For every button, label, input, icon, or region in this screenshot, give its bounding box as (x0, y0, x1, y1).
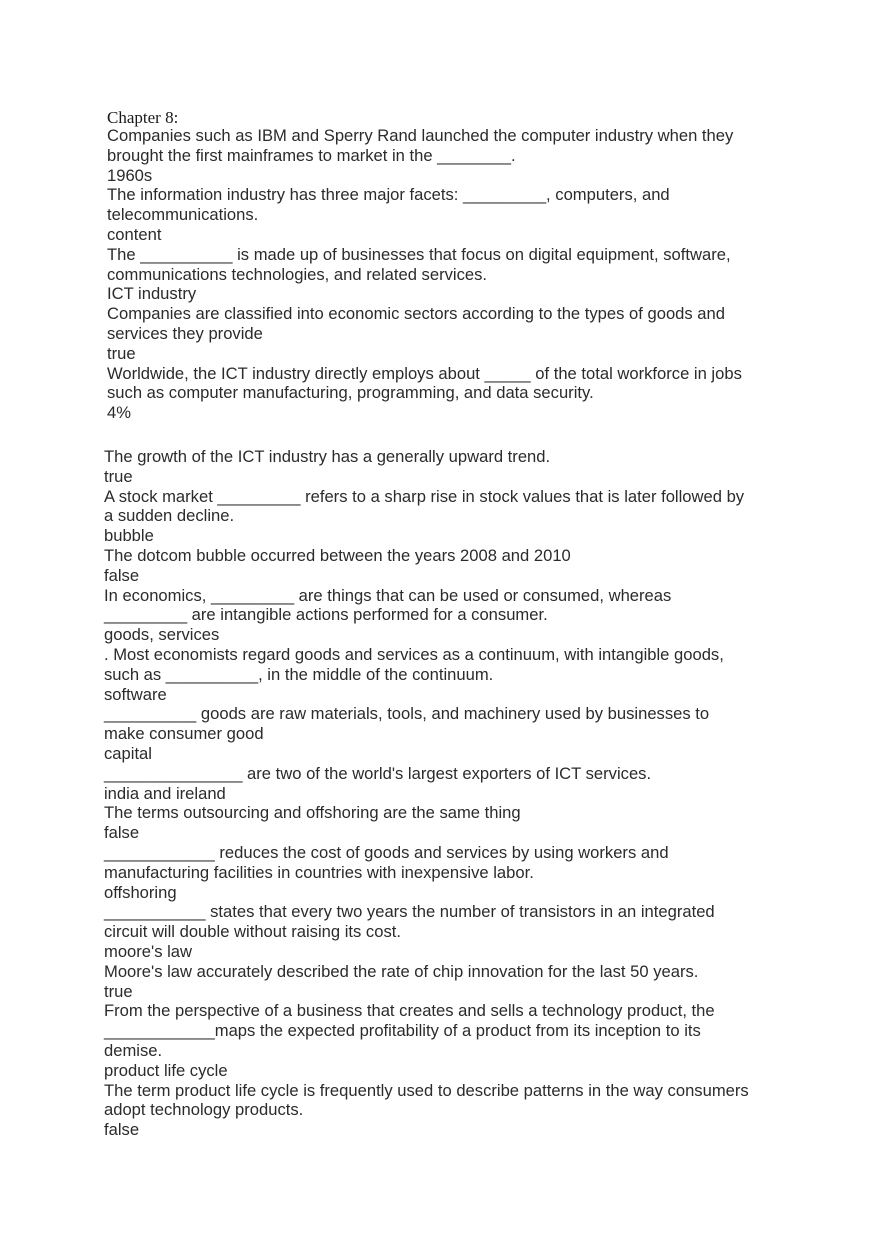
text-line: adopt technology products. (104, 1100, 304, 1120)
text-line: Companies are classified into economic sectors according to the types of goods and (107, 304, 725, 324)
text-line: circuit will double without raising its cost. (104, 922, 401, 942)
text-line: __________ goods are raw materials, tools, and machinery used by businesses to (104, 704, 710, 724)
text-line: _________ are intangible actions performed for a consumer. (104, 605, 548, 625)
text-line: communications technologies, and related services. (107, 264, 488, 284)
text-line: manufacturing facilities in countries with inexpensive labor. (104, 862, 534, 882)
answer-line: offshoring (104, 882, 177, 902)
answer-line: india and ireland (104, 783, 226, 803)
text-line: Moore's law accurately described the rate of chip innovation for the last 50 years. (104, 961, 699, 981)
text-line: such as __________, in the middle of the continuum. (104, 664, 494, 684)
text-line: A stock market _________ refers to a sharp rise in stock values that is later followed by (104, 486, 745, 506)
text-line: The dotcom bubble occurred between the years 2008 and 2010 (104, 545, 571, 565)
answer-line: false (104, 1120, 140, 1140)
text-line: ___________ states that every two years the number of transistors in an integrated (104, 902, 715, 922)
answer-line: true (104, 466, 133, 486)
answer-line: 4% (107, 403, 131, 423)
answer-line: software (104, 684, 167, 704)
text-line: The information industry has three major facets: _________, computers, and (107, 185, 670, 205)
answer-line: false (104, 823, 140, 843)
text-line: telecommunications. (107, 205, 259, 225)
text-line: make consumer good (104, 724, 264, 744)
text-line: The term product life cycle is frequently used to describe patterns in the way consumers (104, 1080, 749, 1100)
text-line: ____________maps the expected profitability of a product from its inception to its (104, 1021, 701, 1041)
answer-line: product life cycle (104, 1060, 228, 1080)
text-line: demise. (104, 1040, 163, 1060)
text-line: Companies such as IBM and Sperry Rand launched the computer industry when they (107, 126, 734, 145)
answer-line: true (107, 343, 136, 363)
qa-block-1 (107, 126, 742, 423)
answer-line: content (107, 224, 162, 244)
text-line: From the perspective of a business that creates and sells a technology product, the (104, 1001, 715, 1021)
text-line: ____________ reduces the cost of goods and services by using workers and (104, 842, 669, 862)
text-line: _______________ are two of the world's largest exporters of ICT services. (104, 763, 652, 783)
answer-line: false (104, 565, 140, 585)
text-line: brought the first mainframes to market in the ________. (107, 145, 516, 165)
answer-line: goods, services (104, 625, 220, 645)
text-line: The growth of the ICT industry has a generally upward trend. (104, 447, 551, 466)
answer-line: 1960s (107, 165, 153, 185)
text-line: The __________ is made up of businesses that focus on digital equipment, software, (107, 244, 731, 264)
answer-line: capital (104, 743, 152, 763)
chapter-heading: Chapter 8: (107, 108, 179, 127)
answer-line: ICT industry (107, 284, 197, 304)
text-line: a sudden decline. (104, 506, 235, 526)
answer-line: moore's law (104, 941, 193, 961)
text-line: services they provide (107, 323, 263, 343)
text-line: The terms outsourcing and offshoring are the same thing (104, 803, 521, 823)
text-line: Worldwide, the ICT industry directly employs about _____ of the total workforce in jobs (107, 363, 742, 383)
text-line: . Most economists regard goods and services as a continuum, with intangible goods, (104, 644, 724, 664)
answer-line: true (104, 981, 133, 1001)
text-line: such as computer manufacturing, programming, and data security. (107, 383, 594, 403)
text-line: In economics, _________ are things that can be used or consumed, whereas (104, 585, 672, 605)
answer-line: bubble (104, 526, 154, 546)
qa-block-2 (104, 447, 749, 1140)
